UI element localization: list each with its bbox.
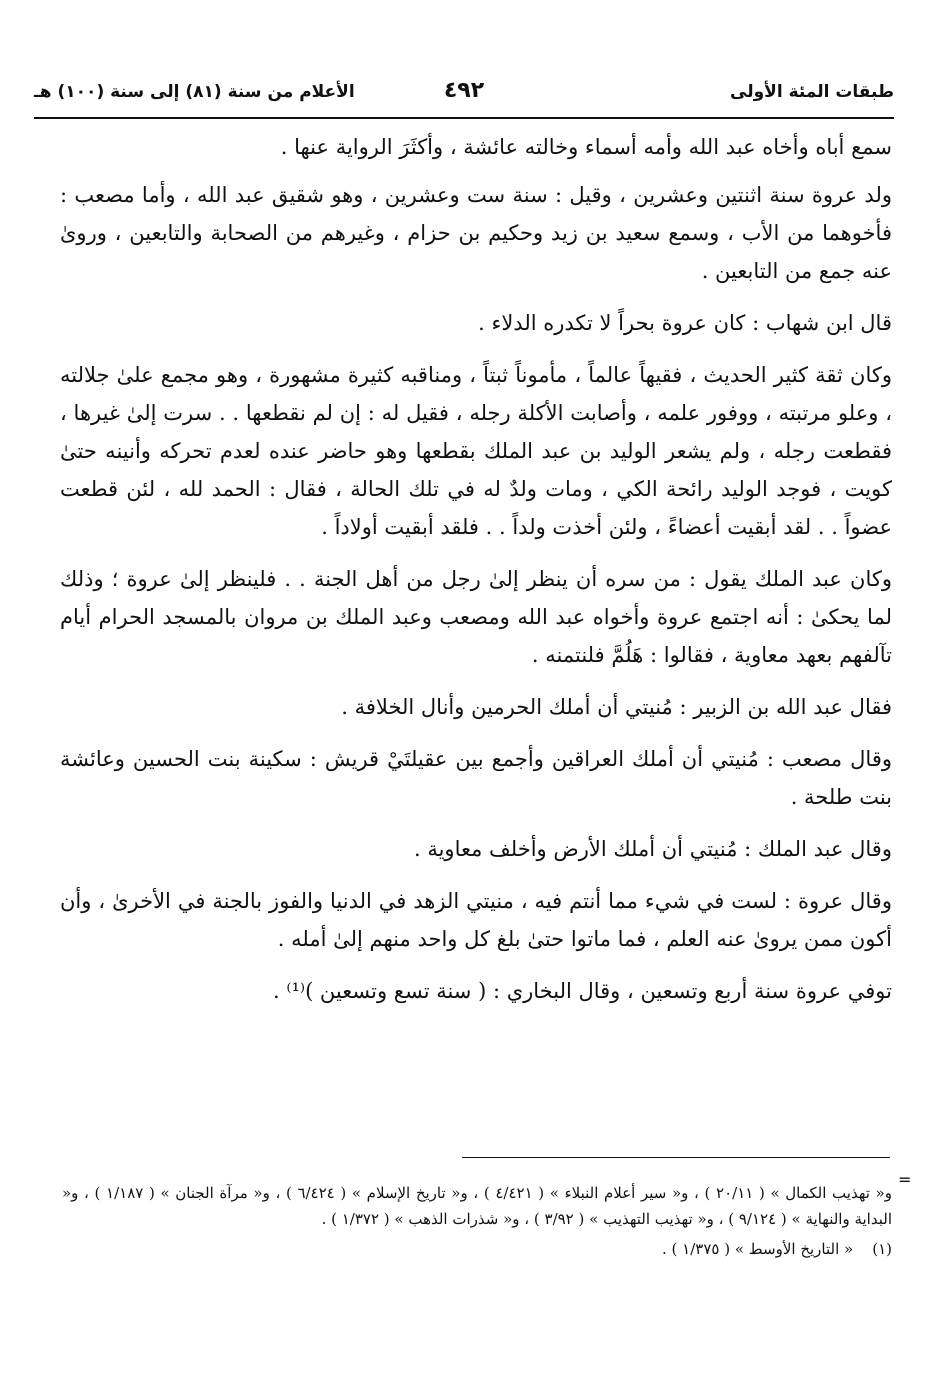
footnote-continuation: و« تهذيب الكمال » ( ٢٠/١١ ) ، و« سير أعلام النبلاء » ( ٤/٤٢١ ) ، و« تاريخ الإسلام » ( ٦/٤٢٤ ) ، و« مرآة الجنان » ( ١/١٨٧ ) ، و« البداية والنهاية » ( ٩/١٢٤ ) ، و« تهذيب التهذيب » ( ٣/٩٢ ) ، و« شذرات الذهب » ( ١/٣٧٢ ) . (62, 1184, 892, 1228)
paragraph: وقال مصعب : مُنيتي أن أملك العراقين وأجمع بين عقيلتَيْ قريش : سكينة بنت الحسين وعائشة بنت طلحة . (60, 747, 892, 809)
footnote-number: (١) (872, 1240, 892, 1258)
paragraph: قال ابن شهاب : كان عروة بحراً لا تكدره الدلاء . (478, 311, 892, 335)
paragraph: فقال عبد الله بن الزبير : مُنيتي أن أملك الحرمين وأنال الخلافة . (341, 695, 892, 719)
footnotes (62, 1180, 892, 1262)
section-range: الأعلام من سنة (٨١) إلى سنة (١٠٠) هـ (34, 82, 355, 102)
paragraph: وقال عبد الملك : مُنيتي أن أملك الأرض وأخلف معاوية . (413, 837, 892, 861)
main-text (60, 128, 892, 1024)
footnote-rule (462, 1157, 890, 1158)
paragraph: توفي عروة سنة أربع وتسعين ، وقال البخاري : ( سنة تسع وتسعين )⁽¹⁾ . (272, 979, 892, 1003)
paragraph: وكان ثقة كثير الحديث ، فقيهاً عالماً ، مأموناً ثبتاً ، ومناقبه كثيرة مشهورة ، وهو مجمع علىٰ جلالته ، وعلو مرتبته ، ووفور علمه ، وأصابت الأكلة رجله ، فقيل له : إن لم نقطعها . . سرت إلىٰ غيرها ، فقطعت رجله ، ولم يشعر الوليد بن عبد الملك بقطعها وهو حاضر عنده لعدم تحركه وأنينه حتىٰ كويت ، فوجد الوليد رائحة الكي ، ومات ولدٌ له في تلك الحالة ، فقال : الحمد لله ، لئن قطعت عضواً . . لقد أبقيت أعضاءً ، ولئن أخذت ولداً . . فلقد أبقيت أولاداً . (60, 363, 892, 539)
paragraph: سمع أباه وأخاه عبد الله وأمه أسماء وخالته عائشة ، وأكثَرَ الرواية عنها . (280, 135, 892, 159)
paragraph: ولد عروة سنة اثنتين وعشرين ، وقيل : سنة ست وعشرين ، وهو شقيق عبد الله ، وأما مصعب : فأخوهما من الأب ، وسمع سعيد بن زيد وحكيم بن حزام ، وغيرهم من الصحابة والتابعين ، وروىٰ عنه جمع من التابعين . (60, 183, 892, 283)
footnote-continuation-mark: = (898, 1170, 912, 1189)
page-number: ٤٩٢ (443, 78, 485, 103)
paragraph: وقال عروة : لست في شيء مما أنتم فيه ، منيتي الزهد في الدنيا والفوز بالجنة في الأخرىٰ ، وأن أكون ممن يروىٰ عنه العلم ، فما ماتوا حتىٰ بلغ كل واحد منهم إلىٰ أمله . (60, 889, 892, 951)
footnote-text: « التاريخ الأوسط » ( ١/٣٧٥ ) . (662, 1240, 854, 1258)
header-rule (34, 117, 894, 119)
book-title: طبقات المئة الأولى (730, 82, 894, 102)
footnote-item (62, 1236, 892, 1262)
running-header (34, 78, 894, 110)
paragraph: وكان عبد الملك يقول : من سره أن ينظر إلىٰ رجل من أهل الجنة . . فلينظر إلىٰ عروة ؛ وذلك لما يحكىٰ : أنه اجتمع عروة وأخواه عبد الله ومصعب وعبد الملك بن مروان بالمسجد الحرام أيام تآلفهم بعهد معاوية ، فقالوا : هَلُمَّ فلنتمنه . (60, 567, 892, 667)
